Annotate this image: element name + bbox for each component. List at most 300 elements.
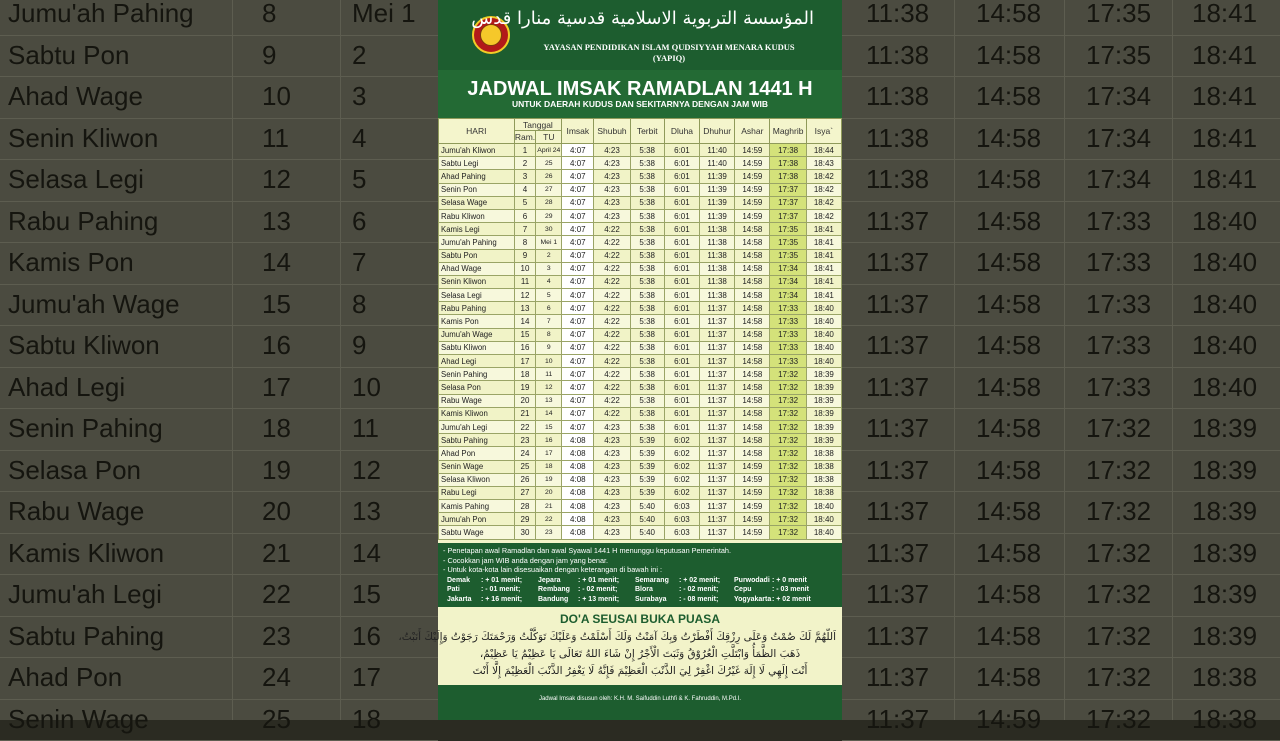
ram-cell: 25 — [514, 460, 536, 473]
city-offset: : + 01 menit; — [481, 577, 522, 584]
ram-cell: 27 — [514, 486, 536, 499]
imsak-cell: 4:07 — [562, 275, 594, 288]
shubuh-cell: 4:23 — [594, 473, 630, 486]
maghrib-cell: 17:33 — [770, 328, 806, 341]
shubuh-cell: 4:22 — [594, 249, 630, 262]
dhuhur-cell: 11:37 — [700, 473, 735, 486]
background-cell: 9 — [262, 35, 276, 77]
background-row — [0, 284, 438, 327]
background-cell: 7 — [352, 242, 366, 284]
dhuhur-cell: 11:37 — [700, 315, 735, 328]
header-ashar: Ashar — [735, 119, 770, 144]
doa-line: أَنْتَ إِلَهِي لَا إِلَهَ غَيْرُكَ اغْفِرْ لِيَ الذَّنْبَ الْعَظِيْمَ فَإِنَّهُ لَا يَغْفِرُ الذَّنْبَ الْعَظِيْمَ إِلَّا أَنْتَ — [444, 665, 836, 677]
maghrib-cell: 17:33 — [770, 341, 806, 354]
dhuhur-cell: 11:38 — [700, 275, 735, 288]
background-cell: Senin Kliwon — [8, 118, 158, 160]
terbit-cell: 5:39 — [630, 460, 664, 473]
tu-cell: 21 — [536, 500, 562, 513]
table-row — [439, 183, 842, 196]
city-offset: : - 02 menit; — [578, 586, 617, 593]
isya-cell: 18:41 — [806, 275, 841, 288]
table-row — [439, 394, 842, 407]
tu-cell: 2 — [536, 249, 562, 262]
tu-cell: 10 — [536, 355, 562, 368]
ashar-cell: 14:59 — [735, 500, 770, 513]
background-cell: 17:32 — [1086, 450, 1151, 492]
table-row — [439, 236, 842, 249]
dhuhur-cell: 11:37 — [700, 526, 735, 539]
dluha-cell: 6:01 — [664, 249, 699, 262]
hari-cell: Ahad Wage — [439, 262, 515, 275]
city-name: Pati — [447, 586, 460, 593]
background-row — [842, 367, 1280, 410]
city-name: Cepu — [734, 586, 752, 593]
city-name: Semarang — [635, 577, 669, 584]
imsak-cell: 4:07 — [562, 302, 594, 315]
background-row — [842, 201, 1280, 244]
maghrib-cell: 17:37 — [770, 183, 806, 196]
dhuhur-cell: 11:39 — [700, 209, 735, 222]
background-left-panel — [0, 0, 438, 720]
terbit-cell: 5:40 — [630, 500, 664, 513]
shubuh-cell: 4:22 — [594, 407, 630, 420]
city-offset: : - 08 menit; — [679, 596, 718, 603]
ashar-cell: 14:59 — [735, 183, 770, 196]
ashar-cell: 14:58 — [735, 407, 770, 420]
background-row — [0, 408, 438, 451]
ram-cell: 4 — [514, 183, 536, 196]
maghrib-cell: 17:33 — [770, 355, 806, 368]
hari-cell: Sabtu Wage — [439, 526, 515, 539]
ram-cell: 20 — [514, 394, 536, 407]
isya-cell: 18:40 — [806, 513, 841, 526]
city-name: Demak — [447, 577, 470, 584]
dhuhur-cell: 11:37 — [700, 394, 735, 407]
shubuh-cell: 4:22 — [594, 275, 630, 288]
dluha-cell: 6:01 — [664, 420, 699, 433]
background-cell: 14:58 — [976, 616, 1041, 658]
isya-cell: 18:41 — [806, 249, 841, 262]
background-cell: 17 — [352, 657, 381, 699]
ram-cell: 23 — [514, 434, 536, 447]
imsak-cell: 4:07 — [562, 315, 594, 328]
dluha-cell: 6:03 — [664, 500, 699, 513]
dluha-cell: 6:01 — [664, 341, 699, 354]
tu-cell: 28 — [536, 196, 562, 209]
background-row — [0, 201, 438, 244]
background-cell: Jumu'ah Pahing — [8, 0, 194, 35]
ram-cell: 9 — [514, 249, 536, 262]
terbit-cell: 5:38 — [630, 328, 664, 341]
tu-cell: 30 — [536, 223, 562, 236]
shubuh-cell: 4:23 — [594, 209, 630, 222]
shubuh-cell: 4:22 — [594, 355, 630, 368]
background-cell: 14 — [262, 242, 291, 284]
dhuhur-cell: 11:37 — [700, 513, 735, 526]
dhuhur-cell: 11:37 — [700, 486, 735, 499]
background-cell: Kamis Pon — [8, 242, 134, 284]
maghrib-cell: 17:38 — [770, 157, 806, 170]
hari-cell: Selasa Wage — [439, 196, 515, 209]
background-row — [842, 76, 1280, 119]
imsak-cell: 4:08 — [562, 500, 594, 513]
background-cell: 18:39 — [1192, 533, 1257, 575]
city-offset: : + 16 menit; — [481, 596, 522, 603]
background-row — [842, 657, 1280, 700]
background-cell: 18:40 — [1192, 367, 1257, 409]
imsak-cell: 4:07 — [562, 381, 594, 394]
table-row — [439, 315, 842, 328]
imsak-schedule-poster — [438, 0, 842, 720]
background-cell: 14:58 — [976, 657, 1041, 699]
hari-cell: Jumu'ah Legi — [439, 420, 515, 433]
hari-cell: Sabtu Legi — [439, 157, 515, 170]
imsak-cell: 4:07 — [562, 183, 594, 196]
shubuh-cell: 4:23 — [594, 157, 630, 170]
ram-cell: 14 — [514, 315, 536, 328]
dhuhur-cell: 11:38 — [700, 262, 735, 275]
hari-cell: Rabu Kliwon — [439, 209, 515, 222]
city-offset: : - 02 menit; — [679, 586, 718, 593]
background-cell: 17:32 — [1086, 657, 1151, 699]
shubuh-cell: 4:22 — [594, 236, 630, 249]
tu-cell: 6 — [536, 302, 562, 315]
imsak-cell: 4:07 — [562, 394, 594, 407]
ram-cell: 13 — [514, 302, 536, 315]
ashar-cell: 14:59 — [735, 526, 770, 539]
dhuhur-cell: 11:39 — [700, 196, 735, 209]
background-cell: Jumu'ah Wage — [8, 284, 180, 326]
background-row — [0, 533, 438, 576]
dhuhur-cell: 11:37 — [700, 355, 735, 368]
imsak-cell: 4:07 — [562, 355, 594, 368]
shubuh-cell: 4:23 — [594, 434, 630, 447]
background-row — [842, 284, 1280, 327]
dluha-cell: 6:02 — [664, 486, 699, 499]
ram-cell: 1 — [514, 144, 536, 157]
table-row — [439, 275, 842, 288]
background-cell: 3 — [352, 76, 366, 118]
table-row — [439, 328, 842, 341]
city-offset: : + 0 menit — [772, 577, 807, 584]
background-row — [842, 0, 1280, 36]
ram-cell: 17 — [514, 355, 536, 368]
background-cell: 14:58 — [976, 367, 1041, 409]
city-name: Bandung — [538, 596, 568, 603]
maghrib-cell: 17:32 — [770, 368, 806, 381]
background-cell: 18:41 — [1192, 0, 1257, 35]
imsak-cell: 4:08 — [562, 473, 594, 486]
imsak-cell: 4:08 — [562, 486, 594, 499]
background-cell: 11:37 — [866, 450, 929, 492]
hari-cell: Jumu'ah Kliwon — [439, 144, 515, 157]
tu-cell: 8 — [536, 328, 562, 341]
maghrib-cell: 17:32 — [770, 526, 806, 539]
background-cell: 11:37 — [866, 242, 929, 284]
background-cell: 11:38 — [866, 76, 929, 118]
background-cell: 8 — [262, 0, 276, 35]
background-cell: 11:37 — [866, 284, 929, 326]
table-row — [439, 262, 842, 275]
maghrib-cell: 17:33 — [770, 315, 806, 328]
background-cell: 18:39 — [1192, 408, 1257, 450]
page-title: JADWAL IMSAK RAMADLAN 1441 H — [438, 78, 842, 101]
background-cell: 4 — [352, 118, 366, 160]
dhuhur-cell: 11:37 — [700, 302, 735, 315]
isya-cell: 18:40 — [806, 315, 841, 328]
doa-title: DO'A SEUSAI BUKA PUASA — [438, 612, 842, 626]
imsak-cell: 4:07 — [562, 236, 594, 249]
background-cell: 10 — [262, 76, 291, 118]
dhuhur-cell: 11:37 — [700, 328, 735, 341]
tu-cell: 12 — [536, 381, 562, 394]
terbit-cell: 5:38 — [630, 236, 664, 249]
dluha-cell: 6:01 — [664, 368, 699, 381]
background-cell: 14:58 — [976, 242, 1041, 284]
dluha-cell: 6:01 — [664, 407, 699, 420]
maghrib-cell: 17:32 — [770, 486, 806, 499]
isya-cell: 18:39 — [806, 434, 841, 447]
background-row — [842, 574, 1280, 617]
background-row — [842, 35, 1280, 78]
hari-cell: Senin Kliwon — [439, 275, 515, 288]
imsak-cell: 4:07 — [562, 341, 594, 354]
terbit-cell: 5:38 — [630, 302, 664, 315]
isya-cell: 18:42 — [806, 209, 841, 222]
city-name: Rembang — [538, 586, 570, 593]
isya-cell: 18:38 — [806, 486, 841, 499]
shubuh-cell: 4:22 — [594, 302, 630, 315]
tu-cell: 14 — [536, 407, 562, 420]
doa-line: اَللّهُمَّ لَكَ صُمْتُ وَعَلَى رِزْقِكَ أَفْطَرْتُ وَبِكَ آمَنْتُ وَلَكَ أَسْلَمْتُ وَعَلَيْكَ تَوَكَّلْتُ وَرَحْمَتَكَ رَجَوْتُ وَإِلَيْكَ أَنَبْتُ، — [444, 631, 836, 643]
hari-cell: Rabu Wage — [439, 394, 515, 407]
background-cell: 13 — [262, 201, 291, 243]
hari-cell: Jumu'ah Wage — [439, 328, 515, 341]
imsak-cell: 4:07 — [562, 420, 594, 433]
background-cell: 18:41 — [1192, 35, 1257, 77]
dluha-cell: 6:03 — [664, 513, 699, 526]
ram-cell: 26 — [514, 473, 536, 486]
shubuh-cell: 4:23 — [594, 460, 630, 473]
header-dhuhur: Dhuhur — [700, 119, 735, 144]
maghrib-cell: 17:34 — [770, 275, 806, 288]
ashar-cell: 14:58 — [735, 236, 770, 249]
background-cell: 14 — [352, 533, 381, 575]
background-cell: 2 — [352, 35, 366, 77]
terbit-cell: 5:38 — [630, 223, 664, 236]
background-cell: 14:59 — [976, 699, 1041, 741]
ashar-cell: 14:58 — [735, 447, 770, 460]
ashar-cell: 14:59 — [735, 486, 770, 499]
background-row — [0, 35, 438, 78]
isya-cell: 18:41 — [806, 262, 841, 275]
background-cell: 17:33 — [1086, 201, 1151, 243]
background-cell: 14:58 — [976, 574, 1041, 616]
background-cell: Mei 1 — [352, 0, 416, 35]
table-row — [439, 249, 842, 262]
city-offset: : + 02 menit — [772, 596, 811, 603]
background-cell: 6 — [352, 201, 366, 243]
background-cell: 15 — [352, 574, 381, 616]
background-cell: 18:40 — [1192, 325, 1257, 367]
isya-cell: 18:40 — [806, 328, 841, 341]
background-cell: 14:58 — [976, 159, 1041, 201]
tu-cell: 15 — [536, 420, 562, 433]
background-cell: 11:38 — [866, 0, 929, 35]
foundation-name — [524, 42, 814, 64]
note-line: - Cocokkan jam WIB anda dengan jam yang benar. — [443, 556, 608, 565]
dhuhur-cell: 11:37 — [700, 341, 735, 354]
header-ram: Ram. — [514, 131, 536, 144]
background-row — [0, 118, 438, 161]
city-name: Jepara — [538, 577, 561, 584]
dluha-cell: 6:02 — [664, 473, 699, 486]
background-row — [0, 450, 438, 493]
imsak-cell: 4:08 — [562, 513, 594, 526]
note-line: - Untuk kota-kota lain disesuaikan dengan keterangan di bawah ini : — [443, 565, 662, 574]
table-row — [439, 473, 842, 486]
dluha-cell: 6:01 — [664, 157, 699, 170]
background-cell: 11:37 — [866, 616, 929, 658]
background-cell: 11:37 — [866, 325, 929, 367]
ram-cell: 22 — [514, 420, 536, 433]
background-row — [0, 699, 438, 741]
imsak-cell: 4:07 — [562, 170, 594, 183]
shubuh-cell: 4:22 — [594, 394, 630, 407]
table-row — [439, 302, 842, 315]
background-row — [0, 491, 438, 534]
maghrib-cell: 17:32 — [770, 500, 806, 513]
dhuhur-cell: 11:40 — [700, 157, 735, 170]
city-name: Jakarta — [447, 596, 472, 603]
ram-cell: 28 — [514, 500, 536, 513]
terbit-cell: 5:38 — [630, 262, 664, 275]
ashar-cell: 14:58 — [735, 223, 770, 236]
table-row — [439, 170, 842, 183]
maghrib-cell: 17:32 — [770, 513, 806, 526]
isya-cell: 18:41 — [806, 289, 841, 302]
terbit-cell: 5:38 — [630, 289, 664, 302]
header-tanggal: Tanggal — [514, 119, 562, 131]
background-cell: 17 — [262, 367, 291, 409]
isya-cell: 18:42 — [806, 170, 841, 183]
ram-cell: 12 — [514, 289, 536, 302]
dluha-cell: 6:01 — [664, 355, 699, 368]
city-offset: : - 01 menit; — [481, 586, 520, 593]
background-cell: 14:58 — [976, 201, 1041, 243]
background-cell: 17:35 — [1086, 0, 1151, 35]
background-cell: 12 — [262, 159, 291, 201]
background-cell: 14:58 — [976, 118, 1041, 160]
shubuh-cell: 4:23 — [594, 526, 630, 539]
ram-cell: 2 — [514, 157, 536, 170]
ashar-cell: 14:59 — [735, 460, 770, 473]
schedule-table — [438, 118, 842, 540]
dluha-cell: 6:03 — [664, 526, 699, 539]
city-name: Purwodadi — [734, 577, 770, 584]
background-cell: 14:58 — [976, 284, 1041, 326]
background-cell: 14:58 — [976, 450, 1041, 492]
background-cell: 21 — [262, 533, 291, 575]
header-terbit: Terbit — [630, 119, 664, 144]
background-cell: 17:35 — [1086, 35, 1151, 77]
background-cell: 18:41 — [1192, 118, 1257, 160]
background-cell: 18:38 — [1192, 699, 1257, 741]
maghrib-cell: 17:34 — [770, 262, 806, 275]
ram-cell: 19 — [514, 381, 536, 394]
isya-cell: 18:40 — [806, 341, 841, 354]
city-offset: : + 13 menit; — [578, 596, 619, 603]
imsak-cell: 4:07 — [562, 249, 594, 262]
ram-cell: 3 — [514, 170, 536, 183]
shubuh-cell: 4:22 — [594, 328, 630, 341]
background-cell: 5 — [352, 159, 366, 201]
background-cell: 22 — [262, 574, 291, 616]
background-row — [0, 367, 438, 410]
terbit-cell: 5:39 — [630, 434, 664, 447]
terbit-cell: 5:38 — [630, 144, 664, 157]
ram-cell: 10 — [514, 262, 536, 275]
maghrib-cell: 17:38 — [770, 144, 806, 157]
terbit-cell: 5:39 — [630, 473, 664, 486]
terbit-cell: 5:38 — [630, 157, 664, 170]
dhuhur-cell: 11:40 — [700, 144, 735, 157]
maghrib-cell: 17:32 — [770, 473, 806, 486]
isya-cell: 18:40 — [806, 302, 841, 315]
table-row — [439, 381, 842, 394]
ashar-cell: 14:58 — [735, 355, 770, 368]
background-cell: Sabtu Pon — [8, 35, 129, 77]
header-dluha: Dluha — [664, 119, 699, 144]
background-cell: Sabtu Kliwon — [8, 325, 160, 367]
hari-cell: Senin Pahing — [439, 368, 515, 381]
page-subtitle: UNTUK DAERAH KUDUS DAN SEKITARNYA DENGAN JAM WIB — [438, 99, 842, 109]
ram-cell: 11 — [514, 275, 536, 288]
dluha-cell: 6:01 — [664, 223, 699, 236]
maghrib-cell: 17:32 — [770, 447, 806, 460]
dluha-cell: 6:01 — [664, 381, 699, 394]
background-cell: 11:38 — [866, 118, 929, 160]
tu-cell: April 24 — [536, 144, 562, 157]
background-row — [842, 491, 1280, 534]
dhuhur-cell: 11:38 — [700, 289, 735, 302]
table-row — [439, 144, 842, 157]
tu-cell: 16 — [536, 434, 562, 447]
ashar-cell: 14:59 — [735, 170, 770, 183]
hari-cell: Rabu Pahing — [439, 302, 515, 315]
isya-cell: 18:38 — [806, 460, 841, 473]
table-row — [439, 355, 842, 368]
table-row — [439, 486, 842, 499]
tu-cell: 20 — [536, 486, 562, 499]
header-tu: TU — [536, 131, 562, 144]
poster-header — [438, 0, 842, 70]
imsak-cell: 4:08 — [562, 526, 594, 539]
terbit-cell: 5:38 — [630, 249, 664, 262]
imsak-cell: 4:07 — [562, 157, 594, 170]
background-cell: 18 — [352, 699, 381, 741]
terbit-cell: 5:38 — [630, 315, 664, 328]
background-cell: 25 — [262, 699, 291, 741]
maghrib-cell: 17:32 — [770, 434, 806, 447]
dhuhur-cell: 11:39 — [700, 183, 735, 196]
background-cell: 17:33 — [1086, 284, 1151, 326]
hari-cell: Sabtu Kliwon — [439, 341, 515, 354]
terbit-cell: 5:38 — [630, 420, 664, 433]
maghrib-cell: 17:32 — [770, 420, 806, 433]
isya-cell: 18:43 — [806, 157, 841, 170]
imsak-cell: 4:07 — [562, 407, 594, 420]
